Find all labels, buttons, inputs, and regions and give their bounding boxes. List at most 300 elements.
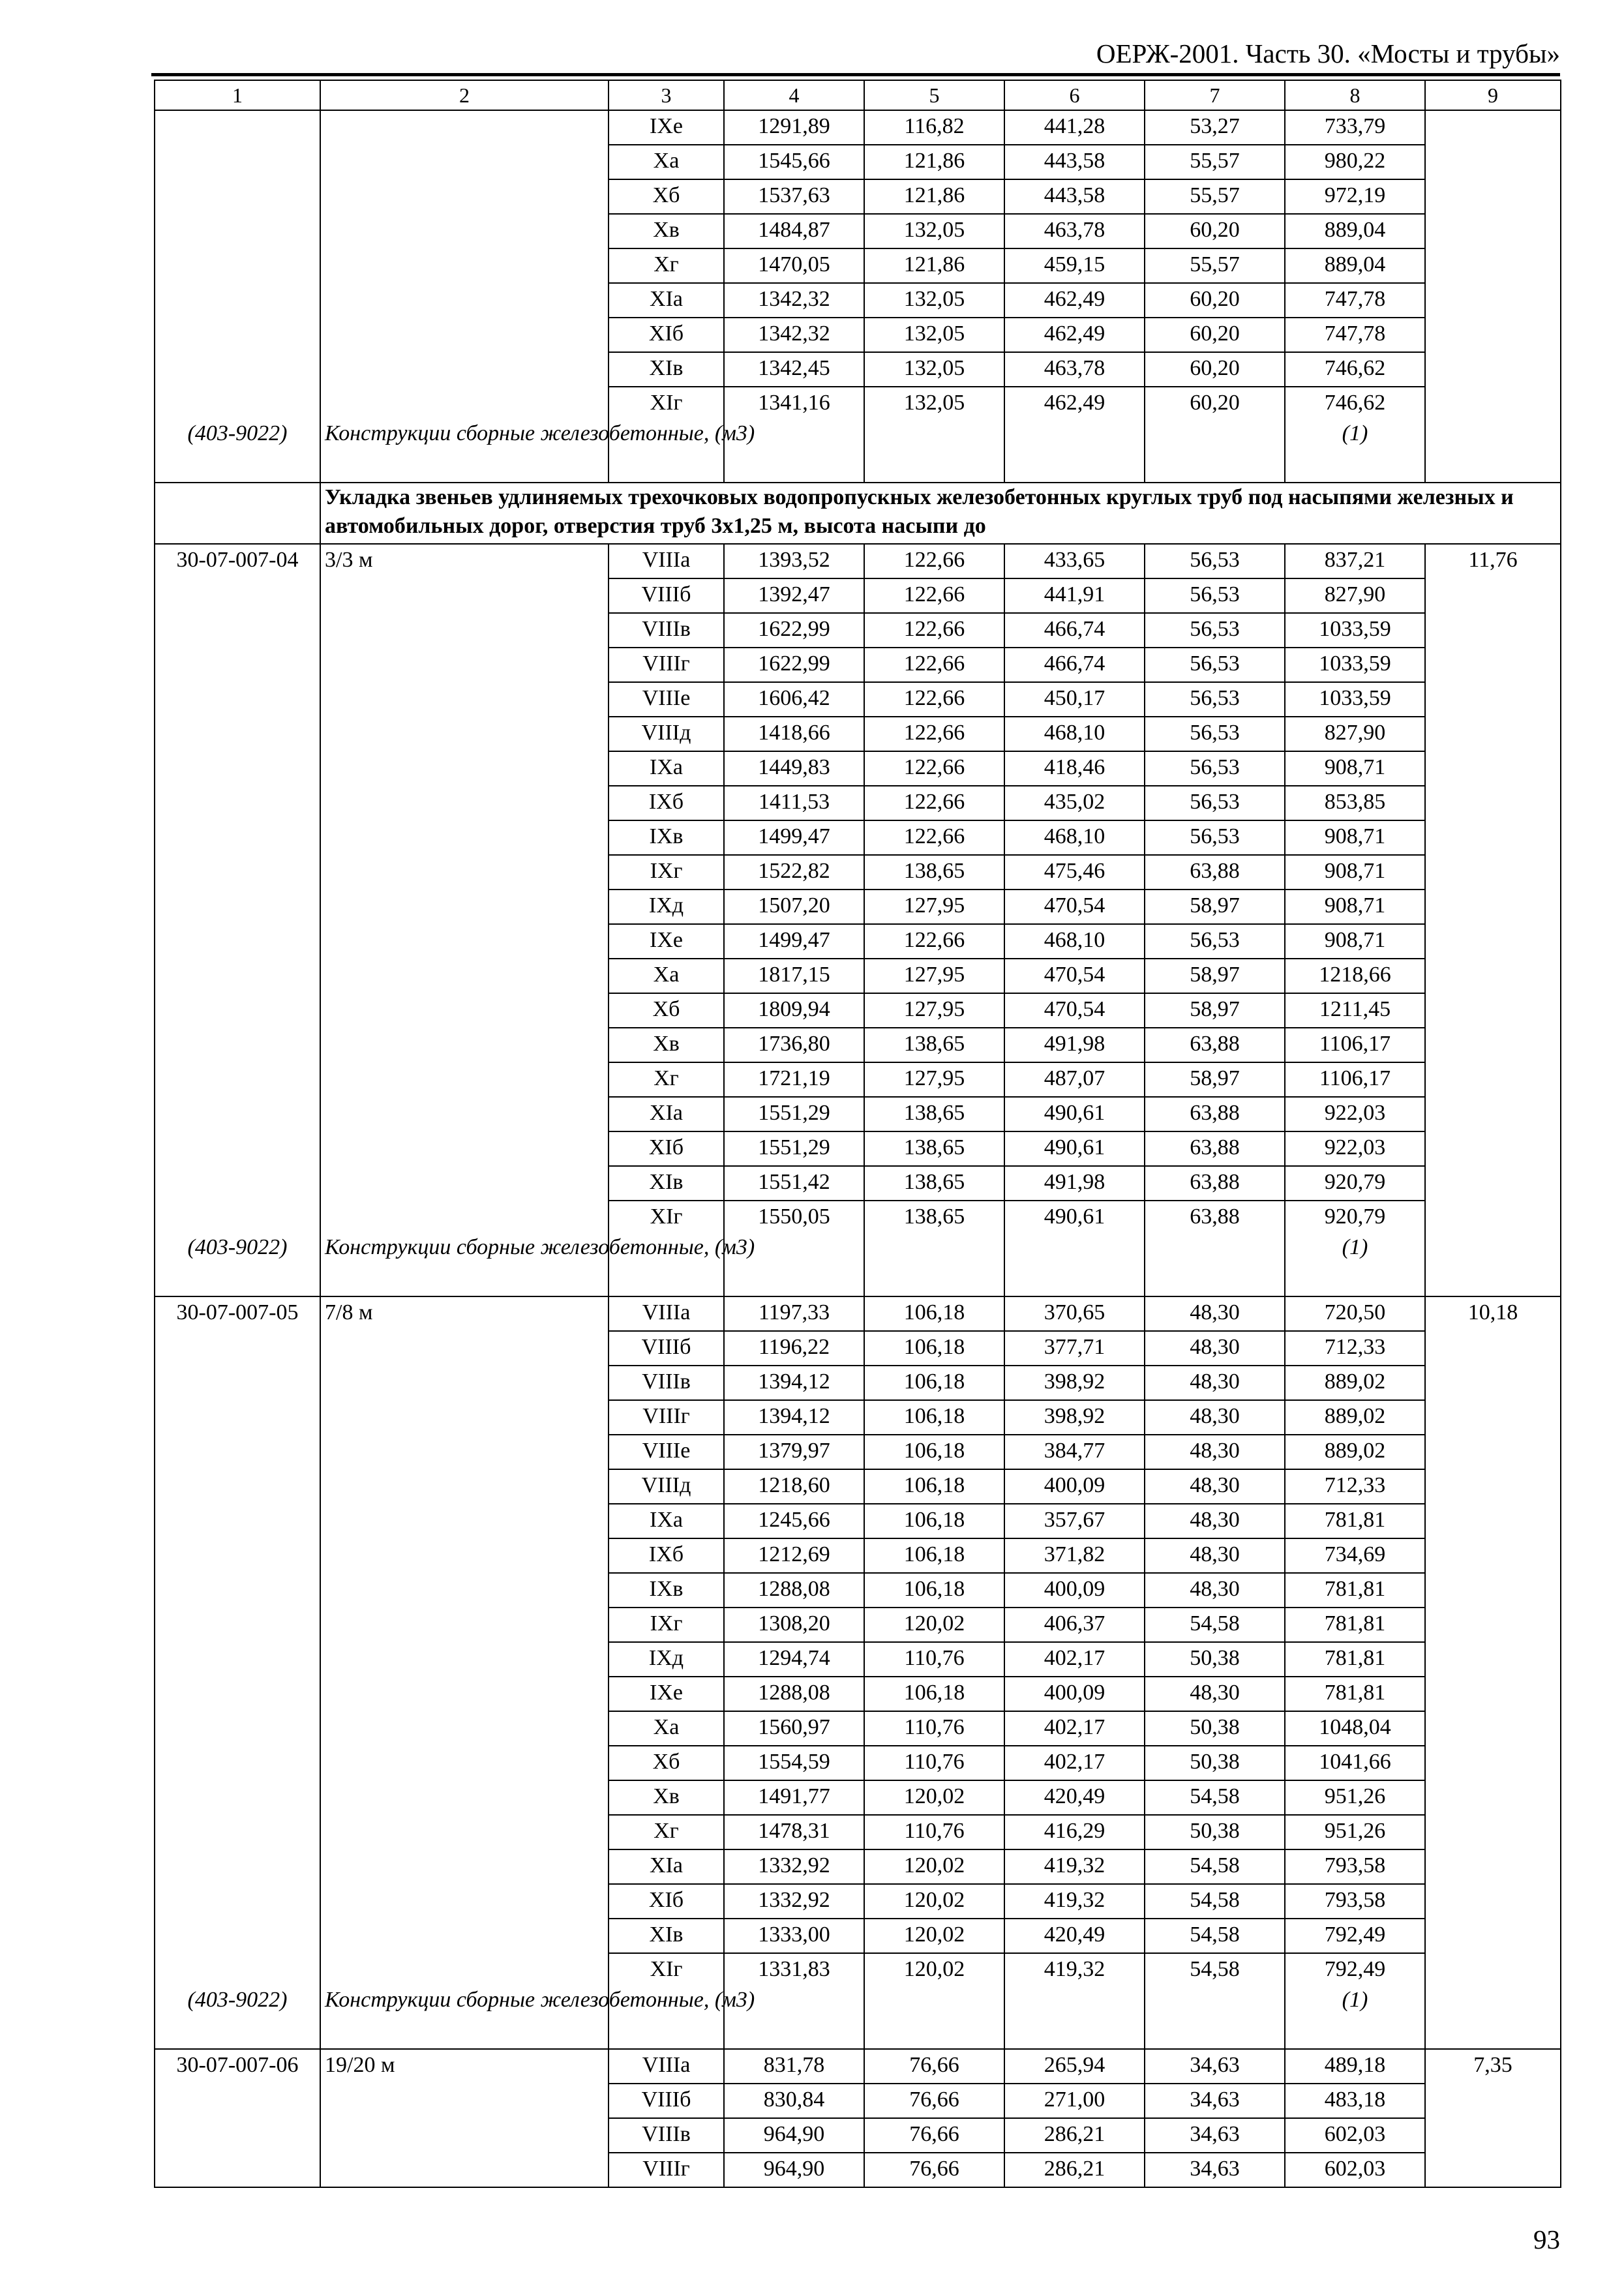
value-cell: 490,61 — [1004, 1201, 1145, 1234]
value-cell: 377,71 — [1004, 1331, 1145, 1366]
zone-cell: IXг — [609, 1608, 724, 1642]
value-cell: 734,69 — [1285, 1538, 1425, 1573]
value-cell: 138,65 — [864, 1028, 1004, 1062]
page-header-title: ОЕРЖ-2001. Часть 30. «Мосты и трубы» — [1096, 38, 1560, 68]
value-cell: 56,53 — [1145, 751, 1285, 786]
value-cell: 48,30 — [1145, 1677, 1285, 1711]
value-cell: 406,37 — [1004, 1608, 1145, 1642]
value-cell: 55,57 — [1145, 248, 1285, 283]
empty-cell — [155, 483, 320, 544]
value-cell: 920,79 — [1285, 1166, 1425, 1201]
value-cell: 34,63 — [1145, 2118, 1285, 2153]
value-cell: 1218,66 — [1285, 959, 1425, 993]
value-cell: 972,19 — [1285, 179, 1425, 214]
empty-cell — [1004, 1987, 1145, 2049]
value-cell: 55,57 — [1145, 179, 1285, 214]
value-cell: 402,17 — [1004, 1711, 1145, 1746]
rates-table — [154, 80, 1561, 2188]
value-cell: 120,02 — [864, 1953, 1004, 1987]
value-cell: 120,02 — [864, 1849, 1004, 1884]
value-cell: 286,21 — [1004, 2118, 1145, 2153]
value-cell: 127,95 — [864, 959, 1004, 993]
value-cell: 54,58 — [1145, 1608, 1285, 1642]
value-cell: 980,22 — [1285, 145, 1425, 179]
value-cell: 1550,05 — [724, 1201, 864, 1234]
value-cell: 781,81 — [1285, 1573, 1425, 1608]
value-cell: 48,30 — [1145, 1366, 1285, 1400]
value-cell: 1196,22 — [724, 1331, 864, 1366]
value-cell: 489,18 — [1285, 2049, 1425, 2084]
value-cell: 60,20 — [1145, 387, 1285, 421]
value-cell: 830,84 — [724, 2084, 864, 2118]
value-cell: 132,05 — [864, 283, 1004, 318]
value-cell: 1332,92 — [724, 1884, 864, 1919]
zone-cell: Xв — [609, 1780, 724, 1815]
value-cell: 602,03 — [1285, 2153, 1425, 2187]
value-cell: 63,88 — [1145, 1201, 1285, 1234]
zone-cell: IXе — [609, 110, 724, 145]
value-cell: 402,17 — [1004, 1746, 1145, 1780]
value-cell: 1554,59 — [724, 1746, 864, 1780]
value-cell: 1288,08 — [724, 1677, 864, 1711]
zone-cell: IXб — [609, 786, 724, 820]
zone-cell: XIг — [609, 1201, 724, 1234]
value-cell: 48,30 — [1145, 1538, 1285, 1573]
value-cell: 122,66 — [864, 924, 1004, 959]
value-cell: 1308,20 — [724, 1608, 864, 1642]
value-cell: 138,65 — [864, 1131, 1004, 1166]
value-cell: 1809,94 — [724, 993, 864, 1028]
value-cell: 122,66 — [864, 820, 1004, 855]
value-cell: 746,62 — [1285, 352, 1425, 387]
quantity-cell: 10,18 — [1425, 1296, 1561, 2049]
value-cell: 58,97 — [1145, 993, 1285, 1028]
value-cell: 908,71 — [1285, 820, 1425, 855]
zone-cell: Xб — [609, 1746, 724, 1780]
empty-cell — [1145, 421, 1285, 483]
value-cell: 48,30 — [1145, 1469, 1285, 1504]
value-cell: 1341,16 — [724, 387, 864, 421]
value-cell: 1342,45 — [724, 352, 864, 387]
resource-row — [155, 1234, 1561, 1296]
zone-cell: VIIIг — [609, 1400, 724, 1435]
value-cell: 132,05 — [864, 387, 1004, 421]
column-number: 6 — [1004, 80, 1145, 110]
rate-name-cell: 3/3 м — [320, 544, 609, 1234]
value-cell: 491,98 — [1004, 1166, 1145, 1201]
value-cell: 470,54 — [1004, 890, 1145, 924]
value-cell: 1622,99 — [724, 613, 864, 648]
value-cell: 76,66 — [864, 2049, 1004, 2084]
value-cell: 1106,17 — [1285, 1062, 1425, 1097]
resource-value-cell: (1) — [1285, 1987, 1425, 2049]
value-cell: 1033,59 — [1285, 682, 1425, 717]
value-cell: 120,02 — [864, 1780, 1004, 1815]
value-cell: 60,20 — [1145, 283, 1285, 318]
zone-cell: VIIIе — [609, 1435, 724, 1469]
rate-code-cell: 30-07-007-04 — [155, 544, 320, 1234]
zone-cell: Xг — [609, 248, 724, 283]
empty-cell — [1004, 421, 1145, 483]
quantity-cell — [1425, 110, 1561, 483]
zone-cell: VIIIг — [609, 648, 724, 682]
value-cell: 371,82 — [1004, 1538, 1145, 1573]
value-cell: 1211,45 — [1285, 993, 1425, 1028]
value-cell: 1522,82 — [724, 855, 864, 890]
value-cell: 490,61 — [1004, 1131, 1145, 1166]
column-number: 2 — [320, 80, 609, 110]
value-cell: 418,46 — [1004, 751, 1145, 786]
zone-cell: IXб — [609, 1538, 724, 1573]
rate-name-cell: 19/20 м — [320, 2049, 609, 2187]
value-cell: 63,88 — [1145, 1131, 1285, 1166]
value-cell: 122,66 — [864, 544, 1004, 578]
value-cell: 463,78 — [1004, 214, 1145, 248]
zone-cell: VIIIв — [609, 613, 724, 648]
rates-table-body — [155, 80, 1561, 2187]
value-cell: 122,66 — [864, 751, 1004, 786]
value-cell: 792,49 — [1285, 1919, 1425, 1953]
value-cell: 490,61 — [1004, 1097, 1145, 1131]
value-cell: 1817,15 — [724, 959, 864, 993]
column-number: 8 — [1285, 80, 1425, 110]
value-cell: 1294,74 — [724, 1642, 864, 1677]
value-cell: 951,26 — [1285, 1815, 1425, 1849]
zone-cell: Xг — [609, 1062, 724, 1097]
value-cell: 1484,87 — [724, 214, 864, 248]
value-cell: 1331,83 — [724, 1953, 864, 1987]
value-cell: 1411,53 — [724, 786, 864, 820]
value-cell: 1394,12 — [724, 1366, 864, 1400]
table-row — [155, 544, 1561, 578]
value-cell: 50,38 — [1145, 1711, 1285, 1746]
value-cell: 853,85 — [1285, 786, 1425, 820]
column-number: 5 — [864, 80, 1004, 110]
quantity-cell: 7,35 — [1425, 2049, 1561, 2187]
value-cell: 1449,83 — [724, 751, 864, 786]
value-cell: 54,58 — [1145, 1953, 1285, 1987]
value-cell: 746,62 — [1285, 387, 1425, 421]
zone-cell: VIIIе — [609, 682, 724, 717]
value-cell: 384,77 — [1004, 1435, 1145, 1469]
value-cell: 56,53 — [1145, 786, 1285, 820]
value-cell: 951,26 — [1285, 1780, 1425, 1815]
value-cell: 120,02 — [864, 1884, 1004, 1919]
zone-cell: IXа — [609, 1504, 724, 1538]
value-cell: 138,65 — [864, 855, 1004, 890]
value-cell: 1606,42 — [724, 682, 864, 717]
value-cell: 271,00 — [1004, 2084, 1145, 2118]
value-cell: 443,58 — [1004, 145, 1145, 179]
value-cell: 1392,47 — [724, 578, 864, 613]
rate-code-cell — [155, 110, 320, 421]
column-number: 7 — [1145, 80, 1285, 110]
value-cell: 48,30 — [1145, 1400, 1285, 1435]
value-cell: 441,91 — [1004, 578, 1145, 613]
value-cell: 1551,29 — [724, 1097, 864, 1131]
resource-row — [155, 421, 1561, 483]
value-cell: 443,58 — [1004, 179, 1145, 214]
empty-cell — [1145, 1987, 1285, 2049]
zone-cell: XIа — [609, 1097, 724, 1131]
zone-cell: XIб — [609, 318, 724, 352]
value-cell: 1333,00 — [724, 1919, 864, 1953]
zone-cell: VIIIб — [609, 578, 724, 613]
value-cell: 54,58 — [1145, 1780, 1285, 1815]
value-cell: 138,65 — [864, 1166, 1004, 1201]
value-cell: 1507,20 — [724, 890, 864, 924]
value-cell: 122,66 — [864, 682, 1004, 717]
value-cell: 487,07 — [1004, 1062, 1145, 1097]
value-cell: 106,18 — [864, 1331, 1004, 1366]
value-cell: 889,04 — [1285, 214, 1425, 248]
zone-cell: Xг — [609, 1815, 724, 1849]
value-cell: 908,71 — [1285, 855, 1425, 890]
value-cell: 468,10 — [1004, 717, 1145, 751]
value-cell: 122,66 — [864, 613, 1004, 648]
zone-cell: VIIIа — [609, 1296, 724, 1331]
value-cell: 712,33 — [1285, 1331, 1425, 1366]
value-cell: 1245,66 — [724, 1504, 864, 1538]
value-cell: 121,86 — [864, 248, 1004, 283]
zone-cell: VIIIа — [609, 544, 724, 578]
value-cell: 420,49 — [1004, 1919, 1145, 1953]
value-cell: 48,30 — [1145, 1331, 1285, 1366]
value-cell: 121,86 — [864, 145, 1004, 179]
value-cell: 106,18 — [864, 1677, 1004, 1711]
value-cell: 56,53 — [1145, 544, 1285, 578]
value-cell: 106,18 — [864, 1296, 1004, 1331]
quantity-cell: 11,76 — [1425, 544, 1561, 1296]
table-row — [155, 1296, 1561, 1331]
value-cell: 48,30 — [1145, 1296, 1285, 1331]
value-cell: 265,94 — [1004, 2049, 1145, 2084]
value-cell: 466,74 — [1004, 648, 1145, 682]
value-cell: 56,53 — [1145, 682, 1285, 717]
value-cell: 1470,05 — [724, 248, 864, 283]
value-cell: 56,53 — [1145, 820, 1285, 855]
value-cell: 831,78 — [724, 2049, 864, 2084]
value-cell: 450,17 — [1004, 682, 1145, 717]
value-cell: 470,54 — [1004, 959, 1145, 993]
empty-cell — [864, 1234, 1004, 1296]
value-cell: 781,81 — [1285, 1642, 1425, 1677]
value-cell: 132,05 — [864, 214, 1004, 248]
value-cell: 50,38 — [1145, 1815, 1285, 1849]
value-cell: 402,17 — [1004, 1642, 1145, 1677]
value-cell: 781,81 — [1285, 1677, 1425, 1711]
value-cell: 1041,66 — [1285, 1746, 1425, 1780]
value-cell: 132,05 — [864, 318, 1004, 352]
value-cell: 1379,97 — [724, 1435, 864, 1469]
value-cell: 1048,04 — [1285, 1711, 1425, 1746]
value-cell: 827,90 — [1285, 717, 1425, 751]
value-cell: 60,20 — [1145, 352, 1285, 387]
value-cell: 106,18 — [864, 1435, 1004, 1469]
zone-cell: IXв — [609, 1573, 724, 1608]
resource-code-cell: (403-9022) — [155, 421, 320, 483]
value-cell: 116,82 — [864, 110, 1004, 145]
zone-cell: XIв — [609, 1919, 724, 1953]
value-cell: 462,49 — [1004, 283, 1145, 318]
value-cell: 122,66 — [864, 578, 1004, 613]
value-cell: 122,66 — [864, 648, 1004, 682]
value-cell: 1106,17 — [1285, 1028, 1425, 1062]
empty-cell — [1004, 1234, 1145, 1296]
value-cell: 1560,97 — [724, 1711, 864, 1746]
value-cell: 34,63 — [1145, 2084, 1285, 2118]
value-cell: 63,88 — [1145, 1166, 1285, 1201]
value-cell: 468,10 — [1004, 820, 1145, 855]
value-cell: 908,71 — [1285, 924, 1425, 959]
value-cell: 475,46 — [1004, 855, 1145, 890]
value-cell: 400,09 — [1004, 1677, 1145, 1711]
value-cell: 1332,92 — [724, 1849, 864, 1884]
resource-name-cell: Конструкции сборные железобетонные, (м3) — [320, 421, 609, 483]
value-cell: 76,66 — [864, 2118, 1004, 2153]
value-cell: 462,49 — [1004, 387, 1145, 421]
table-row — [155, 110, 1561, 145]
resource-name-cell: Конструкции сборные железобетонные, (м3) — [320, 1987, 609, 2049]
value-cell: 889,02 — [1285, 1400, 1425, 1435]
value-cell: 889,04 — [1285, 248, 1425, 283]
value-cell: 106,18 — [864, 1366, 1004, 1400]
value-cell: 106,18 — [864, 1573, 1004, 1608]
value-cell: 908,71 — [1285, 890, 1425, 924]
value-cell: 793,58 — [1285, 1884, 1425, 1919]
value-cell: 398,92 — [1004, 1400, 1145, 1435]
zone-cell: Xа — [609, 1711, 724, 1746]
page-number: 93 — [1533, 2224, 1560, 2254]
resource-row — [155, 1987, 1561, 2049]
value-cell: 827,90 — [1285, 578, 1425, 613]
value-cell: 466,74 — [1004, 613, 1145, 648]
value-cell: 106,18 — [864, 1538, 1004, 1573]
zone-cell: VIIIв — [609, 2118, 724, 2153]
value-cell: 1545,66 — [724, 145, 864, 179]
resource-code-cell: (403-9022) — [155, 1234, 320, 1296]
value-cell: 50,38 — [1145, 1642, 1285, 1677]
value-cell: 1622,99 — [724, 648, 864, 682]
value-cell: 56,53 — [1145, 648, 1285, 682]
value-cell: 400,09 — [1004, 1573, 1145, 1608]
zone-cell: IXв — [609, 820, 724, 855]
zone-cell: XIв — [609, 1166, 724, 1201]
value-cell: 56,53 — [1145, 613, 1285, 648]
empty-cell — [1145, 1234, 1285, 1296]
value-cell: 462,49 — [1004, 318, 1145, 352]
zone-cell: Xб — [609, 993, 724, 1028]
zone-cell: Xа — [609, 959, 724, 993]
value-cell: 56,53 — [1145, 924, 1285, 959]
column-number: 4 — [724, 80, 864, 110]
value-cell: 127,95 — [864, 993, 1004, 1028]
resource-value-cell: (1) — [1285, 1234, 1425, 1296]
column-number: 1 — [155, 80, 320, 110]
value-cell: 837,21 — [1285, 544, 1425, 578]
value-cell: 110,76 — [864, 1815, 1004, 1849]
value-cell: 435,02 — [1004, 786, 1145, 820]
value-cell: 400,09 — [1004, 1469, 1145, 1504]
value-cell: 491,98 — [1004, 1028, 1145, 1062]
value-cell: 433,65 — [1004, 544, 1145, 578]
value-cell: 34,63 — [1145, 2049, 1285, 2084]
value-cell: 63,88 — [1145, 1028, 1285, 1062]
zone-cell: IXа — [609, 751, 724, 786]
value-cell: 463,78 — [1004, 352, 1145, 387]
value-cell: 106,18 — [864, 1400, 1004, 1435]
value-cell: 370,65 — [1004, 1296, 1145, 1331]
value-cell: 483,18 — [1285, 2084, 1425, 2118]
value-cell: 120,02 — [864, 1919, 1004, 1953]
value-cell: 908,71 — [1285, 751, 1425, 786]
value-cell: 781,81 — [1285, 1608, 1425, 1642]
zone-cell: Xв — [609, 1028, 724, 1062]
section-title: Укладка звеньев удлиняемых трехочковых водопропускных железобетонных круглых труб под насыпями железных и автомобильных дорог, отверстия труб 3х1,25 м, высота насыпи до — [320, 483, 1561, 544]
value-cell: 889,02 — [1285, 1366, 1425, 1400]
value-cell: 441,28 — [1004, 110, 1145, 145]
value-cell: 602,03 — [1285, 2118, 1425, 2153]
value-cell: 1197,33 — [724, 1296, 864, 1331]
value-cell: 1212,69 — [724, 1538, 864, 1573]
zone-cell: IXд — [609, 890, 724, 924]
value-cell: 48,30 — [1145, 1573, 1285, 1608]
value-cell: 1551,42 — [724, 1166, 864, 1201]
value-cell: 357,67 — [1004, 1504, 1145, 1538]
value-cell: 1551,29 — [724, 1131, 864, 1166]
zone-cell: XIа — [609, 283, 724, 318]
column-number-row — [155, 80, 1561, 110]
zone-cell: XIв — [609, 352, 724, 387]
value-cell: 48,30 — [1145, 1435, 1285, 1469]
zone-cell: VIIIб — [609, 1331, 724, 1366]
value-cell: 1342,32 — [724, 318, 864, 352]
value-cell: 60,20 — [1145, 214, 1285, 248]
zone-cell: VIIIв — [609, 1366, 724, 1400]
value-cell: 121,86 — [864, 179, 1004, 214]
value-cell: 419,32 — [1004, 1953, 1145, 1987]
value-cell: 55,57 — [1145, 145, 1285, 179]
value-cell: 1291,89 — [724, 110, 864, 145]
table-row — [155, 2049, 1561, 2084]
zone-cell: IXе — [609, 1677, 724, 1711]
zone-cell: VIIIб — [609, 2084, 724, 2118]
value-cell: 747,78 — [1285, 318, 1425, 352]
value-cell: 889,02 — [1285, 1435, 1425, 1469]
value-cell: 122,66 — [864, 786, 1004, 820]
value-cell: 106,18 — [864, 1504, 1004, 1538]
value-cell: 1491,77 — [724, 1780, 864, 1815]
section-title-row — [155, 483, 1561, 544]
value-cell: 1499,47 — [724, 820, 864, 855]
value-cell: 1033,59 — [1285, 648, 1425, 682]
value-cell: 1393,52 — [724, 544, 864, 578]
value-cell: 922,03 — [1285, 1097, 1425, 1131]
value-cell: 76,66 — [864, 2153, 1004, 2187]
rate-code-cell: 30-07-007-06 — [155, 2049, 320, 2187]
value-cell: 747,78 — [1285, 283, 1425, 318]
value-cell: 398,92 — [1004, 1366, 1145, 1400]
value-cell: 54,58 — [1145, 1884, 1285, 1919]
value-cell: 1721,19 — [724, 1062, 864, 1097]
zone-cell: Xа — [609, 145, 724, 179]
rate-code-cell: 30-07-007-05 — [155, 1296, 320, 1987]
value-cell: 286,21 — [1004, 2153, 1145, 2187]
value-cell: 48,30 — [1145, 1504, 1285, 1538]
value-cell: 54,58 — [1145, 1849, 1285, 1884]
value-cell: 34,63 — [1145, 2153, 1285, 2187]
value-cell: 63,88 — [1145, 855, 1285, 890]
